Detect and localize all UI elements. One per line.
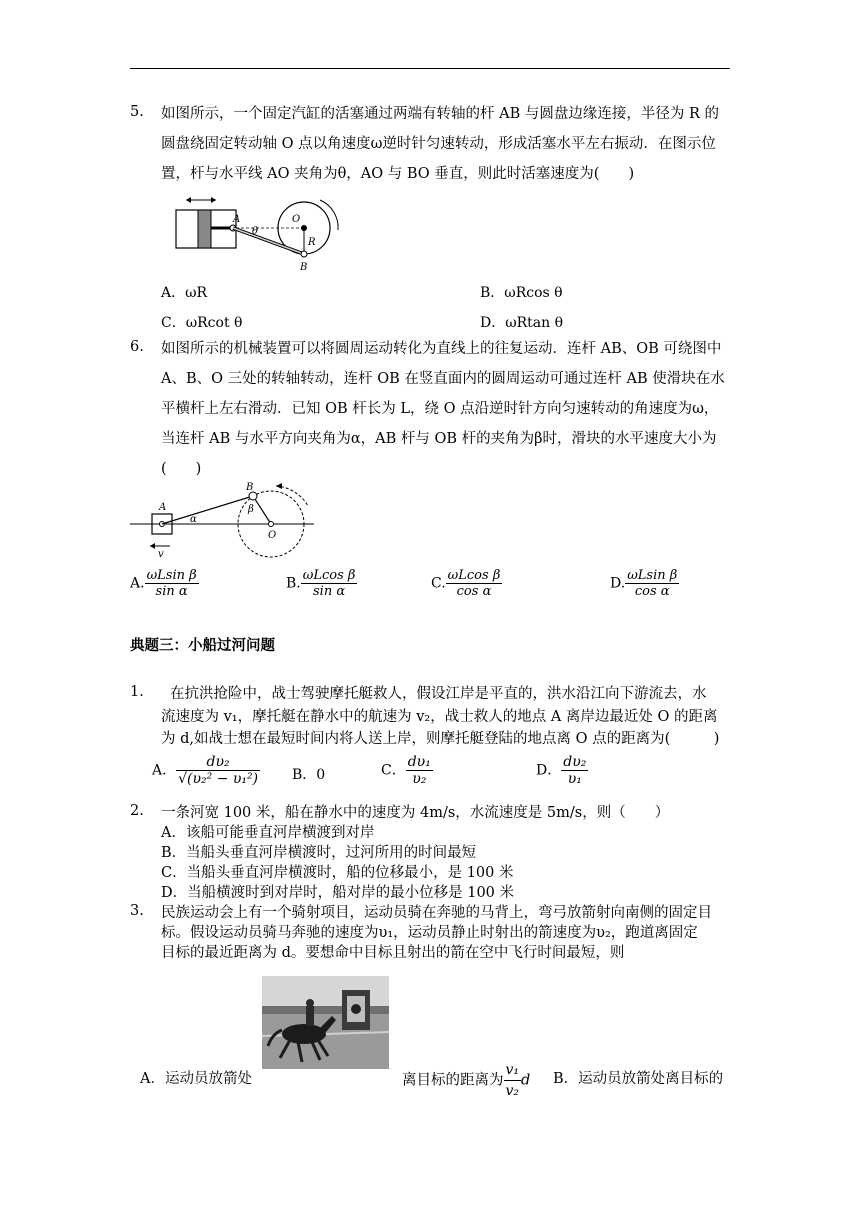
question-6-line-2: A、B、O 三处的转轴转动，连杆 OB 在竖直面内的圆周运动可通过连杆 AB 使滑块在水 [161,371,725,387]
problem-3-option-a-start: A．运动员放箭处 [140,1071,252,1087]
question-6-line-1: 如图所示的机械装置可以将圆周运动转化为直线上的往复运动．连杆 AB、OB 可绕图中 [161,341,722,357]
figure-5-label-b: B [300,262,308,273]
question-6-line-3: 平横杆上左右滑动．已知 OB 杆长为 L，绕 O 点沿逆时针方向匀速转动的角速度为ω， [161,401,719,417]
question-6-number: 6. [130,339,144,355]
question-5-number: 5. [130,104,144,120]
problem-2-number: 2. [130,803,144,819]
question-6-line-5: ( ) [161,461,202,477]
problem-3-number: 3. [130,903,144,919]
question-6-option-c: C. $\frac{\text{ωLcos β}}{\text{cos α}}$ [431,568,501,599]
problem-1-option-d: D． $\frac{\text{dυ₂}}{\text{υ₁}}$ [536,754,587,787]
question-6-option-d: D. $\frac{\text{ωLsin β}}{\text{cos α}}$ [610,568,678,599]
question-5-line-3: 置，杆与水平线 AO 夹角为θ，AO 与 BO 垂直，则此时活塞速度为( ) [161,166,635,182]
piston-disc-figure [170,190,360,276]
problem-1-line-2: 流速度为 v₁，摩托艇在静水中的航速为 v₂，战士救人的地点 A 离岸边最近处 O 的距离 [161,709,718,725]
horseback-archery-photo [262,976,389,1069]
problem-3-option-a-distance: 离目标的距离为 $\frac{\text{v₁}}{\text{v₂}}$ d [402,1062,531,1099]
problem-1-option-b: B．0 [292,767,326,783]
figure-5-label-r: R [308,237,316,248]
question-6-option-b: B. $\frac{\text{ωLcos β}}{\text{sin α}}$ [286,568,356,599]
question-5-line-1: 如图所示，一个固定汽缸的活塞通过两端有转轴的杆 AB 与圆盘边缘连接，半径为 R 的 [161,106,719,122]
figure-6-label-v: v [158,549,164,560]
problem-2-option-a: A．该船可能垂直河岸横渡到对岸 [161,825,375,841]
header-rule [130,68,730,69]
problem-1-option-a: A． $\frac{\text{dυ₂}}{\text{√(υ₂² − υ₁²)}}$ [152,754,259,787]
problem-1-number: 1. [130,684,144,700]
figure-6-label-a: A [159,502,167,513]
problem-3-line-3: 目标的最近距离为 d。要想命中目标且射出的箭在空中飞行时间最短，则 [161,945,625,961]
problem-3-line-1: 民族运动会上有一个骑射项目，运动员骑在奔驰的马背上，弯弓放箭射向南侧的固定目 [161,905,712,921]
horse-rider-image [262,976,389,1069]
figure-5-label-a: A [233,214,241,225]
figure-6-label-o: O [268,530,277,541]
problem-1-option-c: C． $\frac{\text{dυ₁}}{\text{υ₂}}$ [381,754,431,787]
question-5-option-b: B．ωRcos θ [480,285,563,301]
problem-2-line: 一条河宽 100 米，船在静水中的速度为 4m/s，水流速度是 5m/s，则（ ） [161,805,670,821]
question-5-line-2: 圆盘绕固定转动轴 O 点以角速度ω逆时针匀速转动，形成活塞水平左右振动．在图示位 [161,136,716,152]
problem-2-option-c: C．当船头垂直河岸横渡时，船的位移最小，是 100 米 [161,865,514,881]
figure-6-label-b: B [246,482,254,493]
problem-2-option-d: D．当船横渡时到对岸时，船对岸的最小位移是 100 米 [161,885,515,901]
section-title: 典题三：小船过河问题 [130,638,275,654]
figure-5-label-theta: θ [252,226,259,237]
crank-slider-figure [128,478,318,560]
figure-6-label-beta: β [248,504,254,515]
figure-6-label-alpha: α [190,514,197,525]
question-5-option-c: C．ωRcot θ [161,315,243,331]
problem-3-line-2: 标。假设运动员骑马奔驰的速度为υ₁，运动员静止时射出的箭速度为υ₂，跑道离固定 [161,925,698,941]
problem-1-line-3: 为 d,如战士想在最短时间内将人送上岸，则摩托艇登陆的地点离 O 点的距离为( ) [161,731,720,747]
question-6-option-a: A. $\frac{\text{ωLsin β}}{\text{sin α}}$ [130,568,197,599]
question-6-line-4: 当连杆 AB 与水平方向夹角为α，AB 杆与 OB 杆的夹角为β时，滑块的水平速度大小为 [161,431,717,447]
problem-3-option-b-start: B．运动员放箭处离目标的 [553,1071,724,1087]
problem-1-line-1: 在抗洪抢险中，战士驾驶摩托艇救人，假设江岸是平直的，洪水沿江向下游流去，水 [170,686,707,702]
question-5-option-a: A．ωR [161,285,208,301]
figure-5-label-o: O [292,214,301,225]
problem-2-option-b: B．当船头垂直河岸横渡时，过河所用的时间最短 [161,845,477,861]
question-5-option-d: D．ωRtan θ [480,315,564,331]
